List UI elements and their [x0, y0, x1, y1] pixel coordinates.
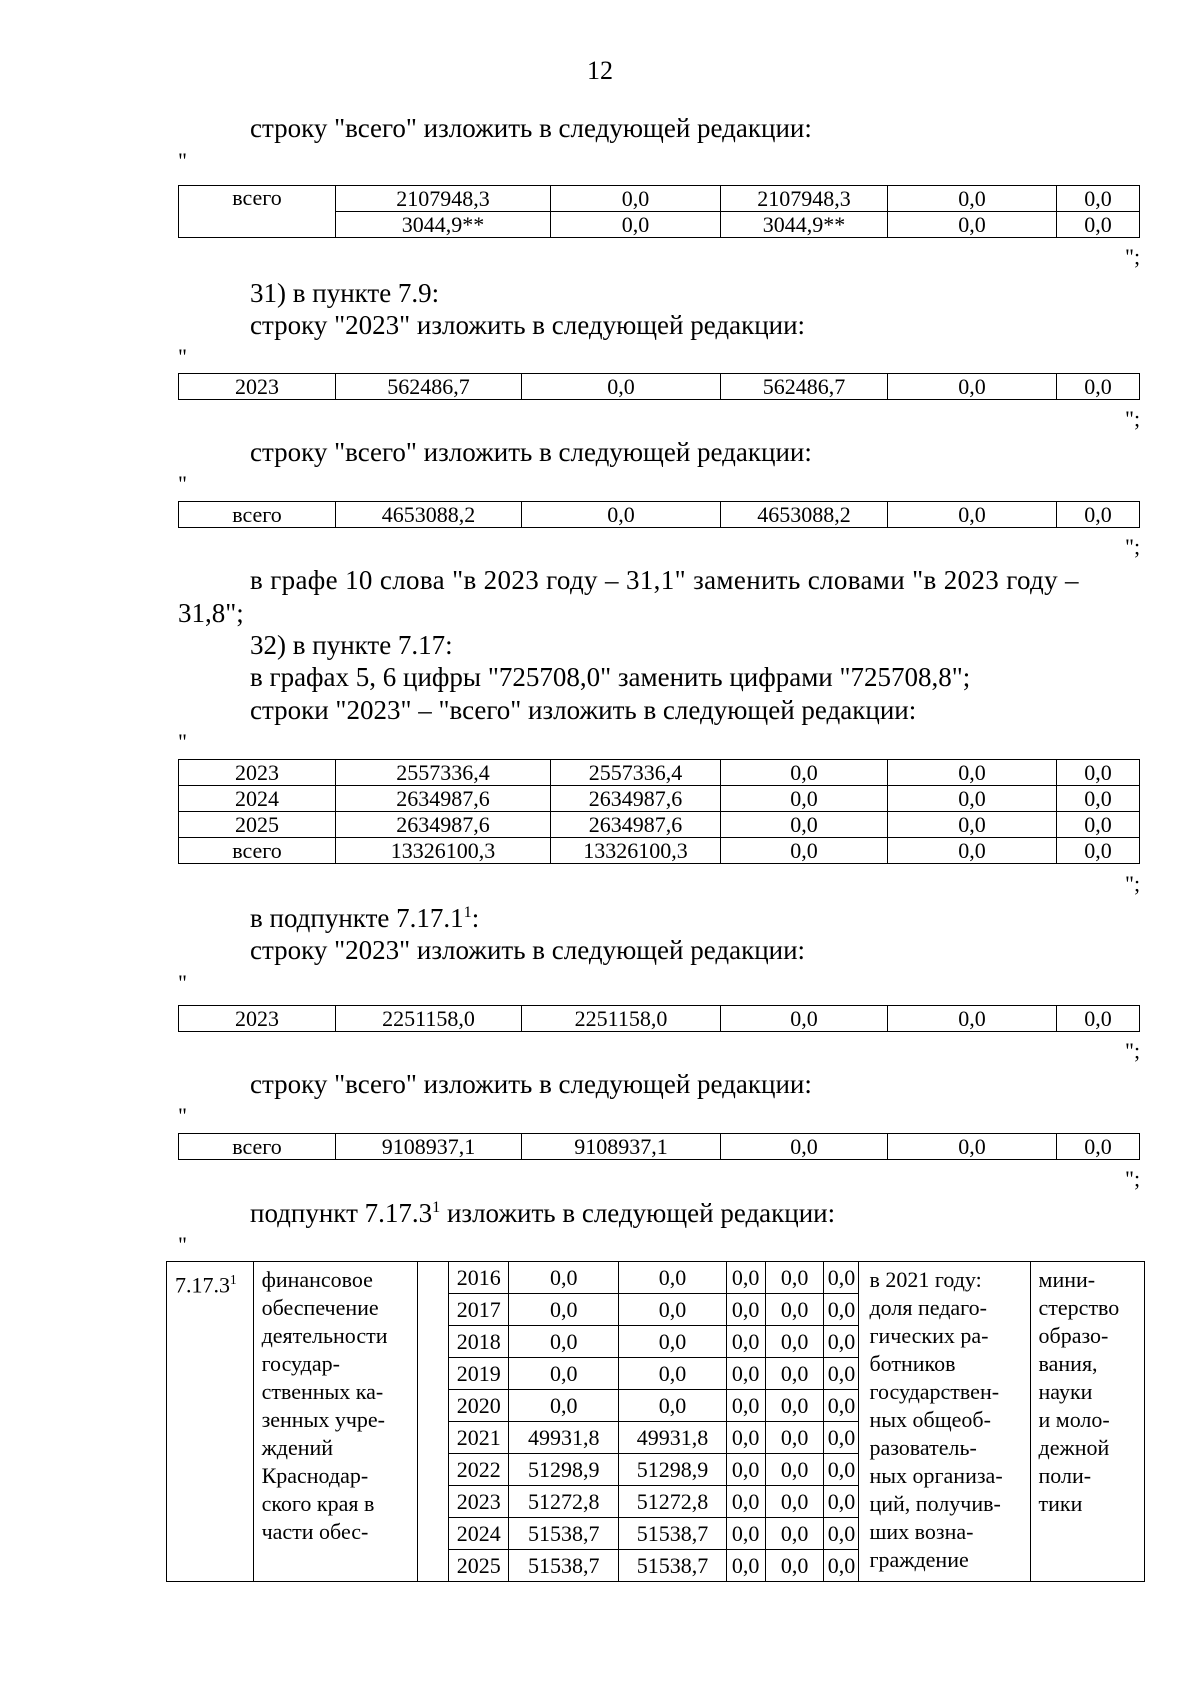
table-cell: 13326100,3 [551, 838, 721, 864]
table-cell: 0,0 [1057, 186, 1140, 212]
table-cell: 2017 [449, 1294, 509, 1326]
table-cell: 0,0 [726, 1518, 765, 1550]
table-cell: 0,0 [765, 1454, 824, 1486]
table-cell: 0,0 [824, 1358, 859, 1390]
digits-replace: в графах 5, 6 цифры "725708,0" заменить цифрами "725708,8"; [250, 662, 971, 692]
table-cell: 0,0 [721, 1134, 888, 1160]
instruction-total-item31: строку "всего" изложить в следующей редакции: [250, 437, 812, 467]
table-row [179, 786, 1140, 812]
table-cell: 0,0 [726, 1454, 765, 1486]
table-cell: 0,0 [888, 1006, 1057, 1032]
result-line: ных общеоб- [869, 1407, 991, 1432]
description-line: ственных ка- [261, 1379, 384, 1404]
description-line: обеспечение [261, 1295, 379, 1320]
open-quote: " [178, 471, 187, 496]
table-cell: 2024 [179, 786, 336, 812]
close-quote: "; [1125, 1166, 1141, 1191]
table-cell: 562486,7 [336, 374, 522, 400]
table-cell: 0,0 [888, 374, 1057, 400]
open-quote: " [178, 344, 187, 369]
table-cell: 0,0 [619, 1358, 726, 1390]
table-cell: 2025 [449, 1550, 509, 1582]
table-cell: 0,0 [765, 1422, 824, 1454]
page-number: 12 [587, 56, 613, 85]
table-cell: 562486,7 [721, 374, 888, 400]
description-line: финансовое [261, 1267, 373, 1292]
result-line: ций, получив- [869, 1491, 1001, 1516]
table-cell: 2557336,4 [336, 760, 551, 786]
table-cell: 2021 [449, 1422, 509, 1454]
description-line: зенных учре- [261, 1407, 386, 1432]
table-cell: 2251158,0 [522, 1006, 721, 1032]
table-cell: 0,0 [522, 374, 721, 400]
table-cell: 49931,8 [509, 1422, 619, 1454]
table-row [179, 760, 1140, 786]
table-row [179, 1006, 1140, 1032]
table-cell: 2634987,6 [336, 812, 551, 838]
table-cell: 0,0 [888, 1134, 1057, 1160]
executor-line: стерство [1038, 1295, 1120, 1320]
sub-7-17-1-heading [250, 903, 479, 934]
table-cell: 0,0 [619, 1294, 726, 1326]
table-cell: 0,0 [522, 502, 721, 528]
table-cell: 2016 [449, 1262, 509, 1294]
table-cell: 0,0 [1057, 502, 1140, 528]
table-cell: всего [179, 186, 336, 238]
table-cell: 13326100,3 [336, 838, 551, 864]
description-line: государ- [261, 1351, 340, 1376]
table-cell: 0,0 [509, 1326, 619, 1358]
close-quote: "; [1125, 534, 1141, 559]
table-cell: 0,0 [824, 1454, 859, 1486]
table-cell: 0,0 [888, 812, 1057, 838]
table-cell: 0,0 [726, 1358, 765, 1390]
table-cell: 2023 [449, 1486, 509, 1518]
result-line: ных организа- [869, 1463, 1003, 1488]
table-cell: 0,0 [824, 1326, 859, 1358]
heading-colon: : [471, 903, 480, 933]
table-cell: 2020 [449, 1390, 509, 1422]
close-quote: "; [1125, 871, 1141, 896]
table-cell: 0,0 [824, 1294, 859, 1326]
table-cell: 51298,9 [509, 1454, 619, 1486]
table-cell: 4653088,2 [721, 502, 888, 528]
table-cell: 0,0 [726, 1326, 765, 1358]
result-line: в 2021 году: [869, 1267, 982, 1292]
table-cell: 9108937,1 [522, 1134, 721, 1160]
table-7-17-3 [166, 1261, 1145, 1582]
instruction-suffix: изложить в следующей редакции: [440, 1198, 836, 1228]
rows-instruction: строки "2023" – "всего" изложить в следующей редакции: [250, 695, 917, 725]
replace-words-line2: 31,8"; [178, 598, 244, 628]
table-cell: 0,0 [509, 1294, 619, 1326]
table-row [179, 812, 1140, 838]
subitem-code-superscript: 1 [230, 1272, 237, 1287]
table-cell: 0,0 [619, 1326, 726, 1358]
table-cell: 0,0 [765, 1486, 824, 1518]
executor [1030, 1262, 1144, 1582]
table-cell: 3044,9** [336, 212, 551, 238]
table-total-item31 [178, 501, 1140, 528]
table-cell: 2025 [179, 812, 336, 838]
result-line: разователь- [869, 1435, 977, 1460]
table-cell: 0,0 [551, 186, 721, 212]
table-cell: 0,0 [721, 838, 888, 864]
table-cell: 0,0 [765, 1294, 824, 1326]
description-line: ждений [261, 1435, 334, 1460]
instruction-superscript: 1 [432, 1198, 441, 1216]
table-cell: 0,0 [765, 1326, 824, 1358]
open-quote: " [178, 1232, 187, 1257]
result-line: государствен- [869, 1379, 1000, 1404]
table-row [179, 1134, 1140, 1160]
table-cell: всего [179, 838, 336, 864]
subitem-description [253, 1262, 418, 1582]
table-cell: 0,0 [726, 1262, 765, 1294]
table-cell: 2557336,4 [551, 760, 721, 786]
table-cell: 0,0 [619, 1262, 726, 1294]
item-31-heading: 31) в пункте 7.9: [250, 278, 440, 308]
table-cell: 51298,9 [619, 1454, 726, 1486]
table-cell: 0,0 [619, 1390, 726, 1422]
description-line: ского края в [261, 1491, 375, 1516]
table-2023-item31 [178, 373, 1140, 400]
table-cell: всего [179, 502, 336, 528]
table-cell: 2023 [179, 760, 336, 786]
description-line: деятельности [261, 1323, 388, 1348]
instruction-total-1: строку "всего" изложить в следующей редакции: [250, 113, 812, 143]
table-cell: 0,0 [721, 786, 888, 812]
instruction-2023-item31: строку "2023" изложить в следующей редакции: [250, 310, 806, 340]
table-cell: 2018 [449, 1326, 509, 1358]
description-line: части обес- [261, 1519, 369, 1544]
table-cell: 2251158,0 [336, 1006, 522, 1032]
sub-7-17-3-instruction [250, 1198, 835, 1229]
table-cell: 0,0 [726, 1390, 765, 1422]
close-quote: "; [1125, 406, 1141, 431]
result-line: гических ра- [869, 1323, 989, 1348]
heading-text: в подпункте 7.17.1 [250, 903, 464, 933]
table-cell: 0,0 [1057, 786, 1140, 812]
result-line: ботников [869, 1351, 956, 1376]
description-line: Краснодар- [261, 1463, 369, 1488]
table-cell: 3044,9** [721, 212, 888, 238]
table-cell: 0,0 [888, 502, 1057, 528]
table-cell: 0,0 [824, 1486, 859, 1518]
table-cell: 0,0 [824, 1262, 859, 1294]
table-cell: 0,0 [1057, 812, 1140, 838]
table-cell: 2022 [449, 1454, 509, 1486]
executor-line: вания, [1038, 1351, 1098, 1376]
table-cell: 0,0 [551, 212, 721, 238]
open-quote: " [178, 970, 187, 995]
table-cell: 0,0 [726, 1550, 765, 1582]
open-quote: " [178, 729, 187, 754]
result-line: ших возна- [869, 1519, 974, 1544]
table-cell: 51538,7 [509, 1550, 619, 1582]
table-total-1 [178, 185, 1140, 238]
table-2023-7171 [178, 1005, 1140, 1032]
table-cell: 0,0 [888, 186, 1057, 212]
table-row [179, 186, 1140, 212]
table-cell: 51538,7 [619, 1550, 726, 1582]
table-cell: 0,0 [509, 1358, 619, 1390]
table-cell: 0,0 [824, 1518, 859, 1550]
table-rows-item32 [178, 759, 1140, 864]
table-cell: 0,0 [726, 1422, 765, 1454]
executor-line: мини- [1038, 1267, 1096, 1292]
table-cell: 0,0 [765, 1390, 824, 1422]
table-cell: 0,0 [765, 1518, 824, 1550]
table-cell: 0,0 [721, 760, 888, 786]
replace-words-line1: в графе 10 слова "в 2023 году – 31,1" заменить словами "в 2023 году – [250, 565, 1079, 595]
result-line: граждение [869, 1547, 969, 1572]
table-cell: всего [179, 1134, 336, 1160]
instruction-total-7171: строку "всего" изложить в следующей редакции: [250, 1069, 812, 1099]
table-cell: 0,0 [888, 212, 1057, 238]
table-cell: 4653088,2 [336, 502, 522, 528]
table-cell: 2023 [179, 1006, 336, 1032]
executor-line: тики [1038, 1491, 1083, 1516]
table-cell: 0,0 [1057, 212, 1140, 238]
table-row [179, 838, 1140, 864]
executor-line: дежной [1038, 1435, 1110, 1460]
executor-line: поли- [1038, 1463, 1092, 1488]
close-quote: "; [1125, 1038, 1141, 1063]
open-quote: " [178, 1103, 187, 1128]
table-cell: 51272,8 [509, 1486, 619, 1518]
table-cell: 0,0 [1057, 760, 1140, 786]
table-cell: 2107948,3 [336, 186, 551, 212]
table-cell: 51538,7 [619, 1518, 726, 1550]
table-cell: 2019 [449, 1358, 509, 1390]
subitem-code [167, 1262, 254, 1582]
table-cell: 0,0 [509, 1390, 619, 1422]
table-cell: 0,0 [721, 1006, 888, 1032]
table-cell: 0,0 [1057, 1134, 1140, 1160]
table-row [167, 1262, 1145, 1294]
table-cell: 51272,8 [619, 1486, 726, 1518]
table-cell: 0,0 [726, 1294, 765, 1326]
close-quote: "; [1125, 244, 1141, 269]
table-row [179, 374, 1140, 400]
table-cell: 2107948,3 [721, 186, 888, 212]
table-cell: 2634987,6 [551, 786, 721, 812]
result-line: доля педаго- [869, 1295, 987, 1320]
table-cell: 2024 [449, 1518, 509, 1550]
table-cell: 2634987,6 [336, 786, 551, 812]
executor-line: образо- [1038, 1323, 1109, 1348]
executor-line: науки [1038, 1379, 1093, 1404]
table-cell: 49931,8 [619, 1422, 726, 1454]
subitem-code-text: 7.17.3 [175, 1272, 230, 1298]
table-cell: 0,0 [509, 1262, 619, 1294]
result-indicator [859, 1262, 1030, 1582]
table-cell: 0,0 [824, 1550, 859, 1582]
heading-superscript: 1 [463, 903, 472, 921]
table-cell: 0,0 [1057, 838, 1140, 864]
table-total-7171 [178, 1133, 1140, 1160]
table-cell: 0,0 [824, 1390, 859, 1422]
table-cell: 0,0 [726, 1486, 765, 1518]
instruction-text: подпункт 7.17.3 [250, 1198, 433, 1228]
table-row [179, 502, 1140, 528]
table-cell: 51538,7 [509, 1518, 619, 1550]
table-cell: 0,0 [765, 1550, 824, 1582]
table-cell: 0,0 [888, 786, 1057, 812]
table-cell: 0,0 [721, 812, 888, 838]
item-32-heading: 32) в пункте 7.17: [250, 630, 453, 660]
table-cell: 0,0 [888, 760, 1057, 786]
table-cell: 0,0 [765, 1358, 824, 1390]
empty-column [418, 1262, 449, 1582]
table-cell: 0,0 [888, 838, 1057, 864]
table-cell: 0,0 [765, 1262, 824, 1294]
instruction-2023-7171: строку "2023" изложить в следующей редакции: [250, 935, 806, 965]
table-cell: 2023 [179, 374, 336, 400]
executor-line: и моло- [1038, 1407, 1110, 1432]
open-quote: " [178, 148, 187, 173]
table-cell: 0,0 [824, 1422, 859, 1454]
table-cell: 2634987,6 [551, 812, 721, 838]
table-cell: 0,0 [1057, 374, 1140, 400]
table-cell: 9108937,1 [336, 1134, 522, 1160]
table-cell: 0,0 [1057, 1006, 1140, 1032]
